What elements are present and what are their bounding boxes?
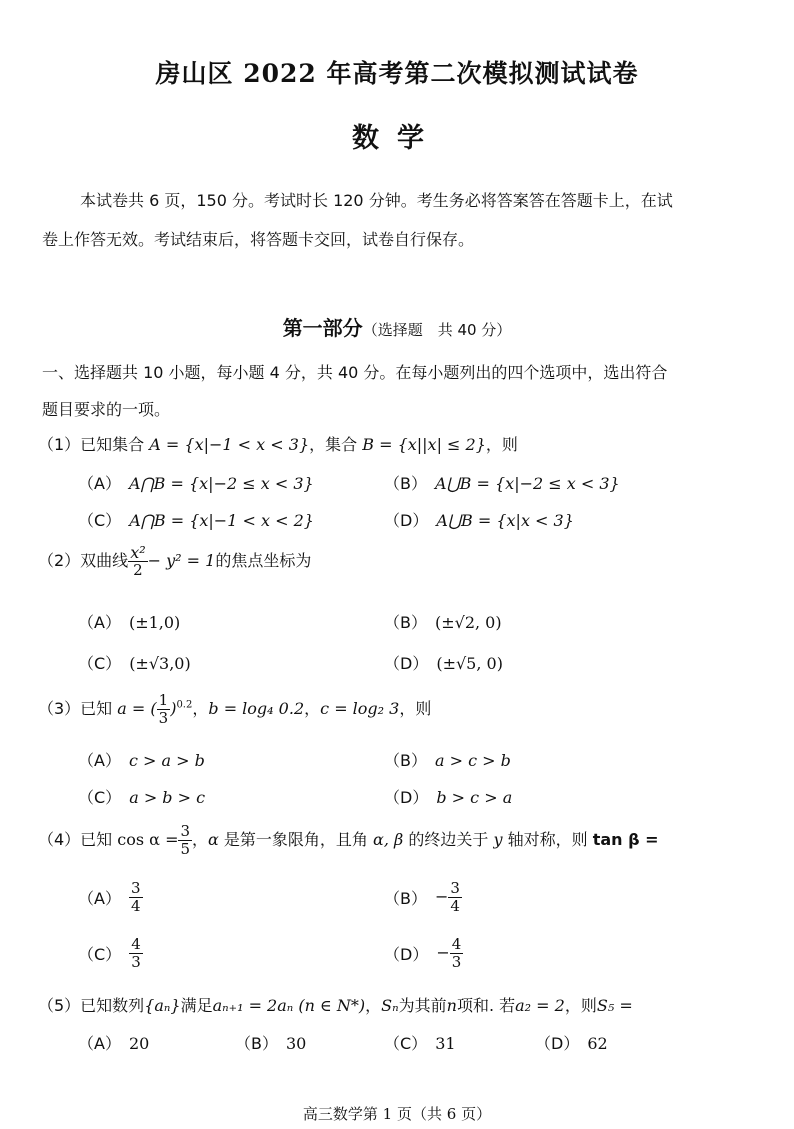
q4-option-c[interactable]: （C） $\frac{4}{3}$ <box>78 935 141 971</box>
q2-option-d[interactable]: （D） (±√5, 0) <box>384 654 503 673</box>
q2-option-b[interactable]: （B） (±√2, 0) <box>384 613 502 632</box>
fraction: $\frac{4}{3}$ <box>131 935 141 971</box>
fraction: $\frac{3}{5}$ <box>180 822 191 858</box>
question-5-stem: （5）已知数列{aₙ}满足aₙ₊₁ = 2aₙ (n ∈ N*)，Sₙ为其前n项和. 若a₂ = 2，则S₅ = <box>38 996 633 1015</box>
q2-option-a[interactable]: （A） (±1,0) <box>78 613 181 632</box>
q5-option-b[interactable]: （B） 30 <box>235 1034 307 1053</box>
question-4-stem: （4）已知 cos α = $\frac{3}{5}$ ，α 是第一象限角，且角 α, β 的终边关于 y 轴对称，则 tan β = <box>38 822 659 858</box>
q5-option-d[interactable]: （D） 62 <box>535 1034 608 1053</box>
intro-line-2: 卷上作答无效。考试结束后，将答题卡交回，试卷自行保存。 <box>42 230 475 249</box>
fraction: $\frac{3}{4}$ <box>130 879 141 915</box>
page-footer: 高三数学第 1 页（共 6 页） <box>302 1105 492 1123</box>
q1-option-c[interactable]: （C） A⋂B = {x|−1 < x < 2} <box>78 511 314 530</box>
section-line-1: 一、选择题共 10 小题，每小题 4 分，共 40 分。在每小题列出的四个选项中，选出符合 <box>42 363 668 382</box>
question-1-stem: （1）已知集合 A = {x|−1 < x < 3}，集合 B = {x||x| ≤ 2}，则 <box>38 435 518 454</box>
q4-option-d[interactable]: （D） − $\frac{4}{3}$ <box>384 935 462 971</box>
q1-option-b[interactable]: （B） A⋃B = {x|−2 ≤ x < 3} <box>384 474 620 493</box>
fraction: $\frac{4}{3}$ <box>451 935 462 971</box>
section-line-2: 题目要求的一项。 <box>42 400 171 419</box>
q5-option-a[interactable]: （A） 20 <box>78 1034 150 1053</box>
question-3-stem: （3）已知 a = ( $\frac{1}{3}$ )$^{0.2}$，b = log₄ 0.2，c = log₂ 3，则 <box>38 691 432 727</box>
q4-option-b[interactable]: （B） − $\frac{3}{4}$ <box>384 879 460 915</box>
fraction: $\frac{\text{x²}}{2}$ <box>130 543 146 579</box>
q2-option-c[interactable]: （C） (±√3,0) <box>78 654 191 673</box>
q3-option-b[interactable]: （B） a > c > b <box>384 751 511 770</box>
part-title: 第一部分 <box>282 316 363 340</box>
math: A = {x|−1 < x < 3} <box>149 435 310 454</box>
q3-option-d[interactable]: （D） b > c > a <box>384 788 513 807</box>
q3-option-c[interactable]: （C） a > b > c <box>78 788 206 807</box>
fraction: $\frac{1}{3}$ <box>158 691 169 727</box>
math: B = {x||x| ≤ 2} <box>362 435 486 454</box>
q3-option-a[interactable]: （A） c > a > b <box>78 751 205 770</box>
q1-option-d[interactable]: （D） A⋃B = {x|x < 3} <box>384 511 574 530</box>
fraction: $\frac{3}{4}$ <box>450 879 460 915</box>
q1-option-a[interactable]: （A） A⋂B = {x|−2 ≤ x < 3} <box>78 474 314 493</box>
part-heading <box>0 312 794 341</box>
intro-line-1: 本试卷共 6 页，150 分。考试时长 120 分钟。考生务必将答案答在答题卡上，在试 <box>80 191 673 210</box>
question-2-stem: （2）双曲线 $\frac{\text{x²}}{2}$ − y² = 1的焦点坐标为 <box>38 543 312 579</box>
exam-title: 房山区 2022 年高考第二次模拟测试试卷 <box>155 59 639 88</box>
q5-option-c[interactable]: （C） 31 <box>384 1034 456 1053</box>
q4-option-a[interactable]: （A） $\frac{3}{4}$ <box>78 879 141 915</box>
part-note: （选择题 共 40 分） <box>362 321 512 339</box>
subject-title: 数学 <box>352 123 442 154</box>
